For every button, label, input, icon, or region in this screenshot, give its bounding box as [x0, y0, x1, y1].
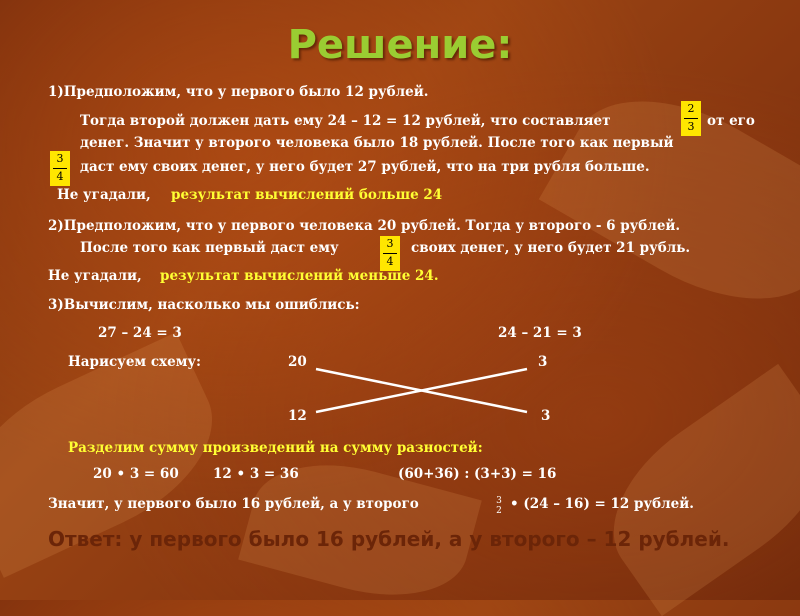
- fraction-denominator: 4: [386, 255, 394, 268]
- s3-line1: 3)Вычислим, насколько мы ошиблись:: [48, 297, 360, 313]
- s2-line2: После того как первый даст ему: [80, 240, 339, 256]
- s2-result: результат вычислений меньше 24.: [160, 268, 439, 284]
- fraction-numerator: 3: [386, 237, 394, 250]
- division-result: (60+36) : (3+3) = 16: [398, 466, 557, 482]
- conclusion-calc: • (24 – 16) = 12 рублей.: [510, 496, 694, 512]
- s1-line5-prefix: Не угадали,: [57, 187, 151, 203]
- fraction-numerator: 3: [56, 152, 64, 165]
- s2-line2-end: своих денег, у него будет 21 рубль.: [411, 240, 691, 256]
- divide-instruction: Разделим сумму произведений на сумму разностей:: [68, 440, 483, 456]
- scheme-number-bottom-right: 3: [541, 408, 551, 424]
- fraction-denominator: 2: [496, 506, 502, 516]
- s2-line3-prefix: Не угадали,: [48, 268, 142, 284]
- scheme-number-top-right: 3: [538, 354, 548, 370]
- page-title: Решение:: [287, 22, 513, 68]
- s1-line2: Тогда второй должен дать ему 24 – 12 = 12 рублей, что составляет: [80, 113, 611, 129]
- fraction-denominator: 4: [56, 170, 64, 183]
- fraction-numerator: 2: [687, 102, 695, 115]
- s1-line3: денег. Значит у второго человека было 18 рублей. После того как первый: [80, 135, 674, 151]
- scheme-number-top-left: 20: [288, 354, 307, 370]
- calc-right: 24 – 21 = 3: [498, 325, 582, 341]
- s2-line1: 2)Предположим, что у первого человека 20 рублей. Тогда у второго - 6 рублей.: [48, 218, 681, 234]
- scheme-label: Нарисуем схему:: [68, 354, 202, 370]
- multiplication-1: 20 • 3 = 60: [93, 466, 179, 482]
- multiplication-2: 12 • 3 = 36: [213, 466, 299, 482]
- fraction-numerator: 3: [496, 496, 502, 506]
- s1-line1: 1)Предположим, что у первого было 12 рублей.: [48, 84, 429, 100]
- final-answer: Ответ: у первого было 16 рублей, а у второго – 12 рублей.: [48, 527, 730, 551]
- fraction-denominator: 3: [687, 120, 695, 133]
- s1-line4: даст ему своих денег, у него будет 27 рублей, что на три рубля больше.: [80, 159, 650, 175]
- conclusion-text: Значит, у первого было 16 рублей, а у второго: [48, 496, 419, 512]
- s1-result: результат вычислений больше 24: [171, 187, 443, 203]
- fraction-three-halves: [494, 496, 504, 516]
- scheme-number-bottom-left: 12: [288, 408, 307, 424]
- calc-left: 27 – 24 = 3: [98, 325, 182, 341]
- s1-line2-end: от его: [707, 113, 755, 129]
